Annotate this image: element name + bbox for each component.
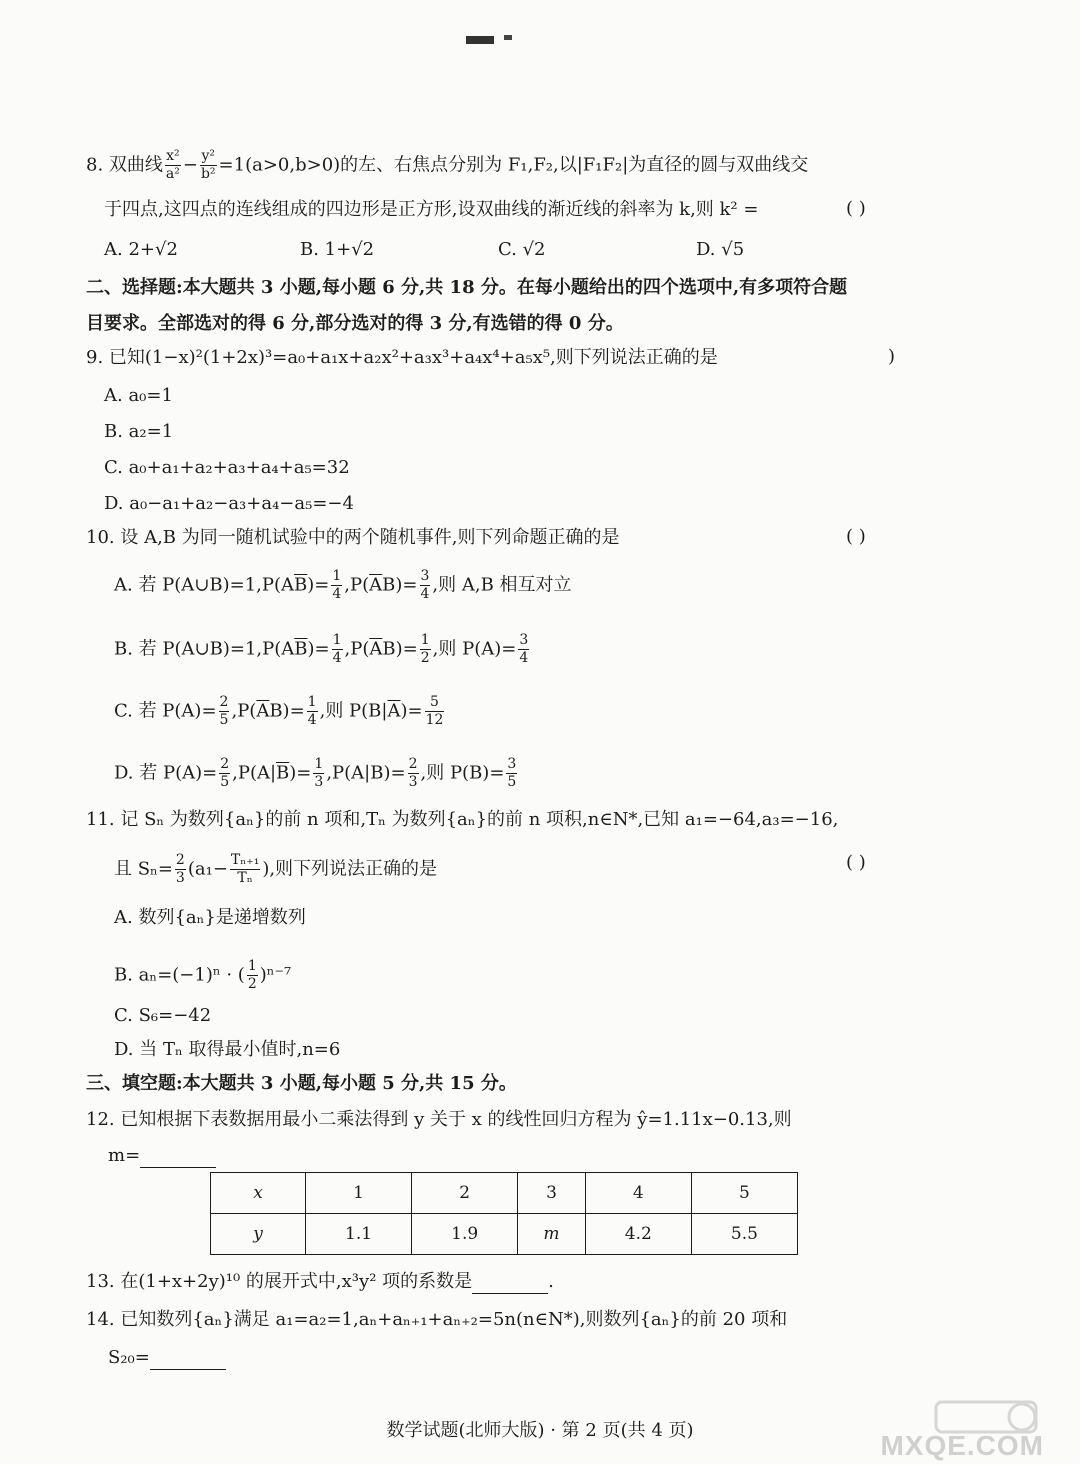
q10d-frac3: $\frac{2}{3}$ <box>408 756 418 790</box>
table-row-y <box>211 1214 798 1255</box>
table-row-x <box>211 1173 798 1214</box>
q14-answer-blank <box>150 1351 226 1370</box>
q9-option-a: A. a₀=1 <box>104 385 173 406</box>
q10-answer-paren: ( ) <box>846 526 866 547</box>
q10c-frac3: $\frac{5}{12}$ <box>425 694 444 728</box>
q10d-frac1: $\frac{2}{5}$ <box>220 756 230 790</box>
q9-option-c: C. a₀+a₁+a₂+a₃+a₄+a₅=32 <box>104 457 350 478</box>
q9-option-b: B. a₂=1 <box>104 421 174 442</box>
q11-option-b: B. aₙ=(−1)ⁿ · ( $\frac{1}{2}$ )ⁿ⁻⁷ <box>114 958 292 992</box>
q12-line2: m= <box>108 1144 216 1168</box>
q11-frac-2-3: $\frac{2}{3}$ <box>175 852 185 886</box>
q10-option-b: B. 若 $P(A\cup B)=1,P(A\overline{B})=$ $\frac{1}{4}$ $,P(\overline{A}B)=$ $\frac{1}{2}$ ,则 P(A)= $\frac{3}{4}$ <box>114 632 529 666</box>
q8-prefix: 8. 双曲线 <box>86 154 163 176</box>
q10b-frac1: $\frac{1}{4}$ <box>332 632 342 666</box>
scan-specks <box>460 32 520 46</box>
q10a-frac2: $\frac{3}{4}$ <box>420 568 430 602</box>
q10b-frac2: $\frac{1}{2}$ <box>420 632 430 666</box>
section3-heading: 三、填空题:本大题共 3 小题,每小题 5 分,共 15 分。 <box>86 1073 517 1094</box>
q9-option-d: D. a₀−a₁+a₂−a₃+a₄−a₅=−4 <box>104 493 354 514</box>
q13-stem: 13. 在(1+x+2y)¹⁰ 的展开式中,x³y² 项的系数是 . <box>86 1271 554 1292</box>
q14-line2: S₂₀= <box>108 1346 226 1370</box>
q8-option-b: B. 1+√2 <box>300 239 375 260</box>
q8-option-a: A. 2+√2 <box>104 239 178 260</box>
q11-answer-paren: ( ) <box>846 852 866 873</box>
q11b-frac: $\frac{1}{2}$ <box>247 958 257 992</box>
section2-heading-line2: 目要求。全部选对的得 6 分,部分选对的得 3 分,有选错的得 0 分。 <box>86 313 624 334</box>
q10d-frac4: $\frac{3}{5}$ <box>507 756 517 790</box>
table-cell: 5.5 <box>691 1214 797 1255</box>
q10b-frac3: $\frac{3}{4}$ <box>519 632 529 666</box>
q10c-frac2: $\frac{1}{4}$ <box>307 694 317 728</box>
table-cell: 1 <box>306 1173 412 1214</box>
table-cell: 1.1 <box>306 1214 412 1255</box>
q11-line2: 且 Sₙ= $\frac{2}{3}$ (a₁− $\frac{\text{Tₙ₊₁}}{\text{Tₙ}}$ ),则下列说法正确的是 <box>114 852 438 886</box>
q12-line1: 12. 已知根据下表数据用最小二乘法得到 y 关于 x 的线性回归方程为 ŷ=1.11x−0.13,则 <box>86 1109 792 1130</box>
q10-option-a: A. 若 $P(A\cup B)=1,P(A\overline{B})=$ $\frac{1}{4}$ $,P(\overline{A}B)=$ $\frac{3}{4}$ ,则 A,B 相互对立 <box>114 568 572 602</box>
q11-frac-t: $\frac{\text{Tₙ₊₁}}{\text{Tₙ}}$ <box>230 852 260 886</box>
q8-line2: 于四点,这四点的连线组成的四边形是正方形,设双曲线的渐近线的斜率为 k,则 k² = <box>104 199 759 220</box>
q8-line1: 8. 双曲线 $\frac{\text{x²}}{\text{a²}}$ − $\frac{\text{y²}}{\text{b²}}$ =1(a>0,b>0)的左、右焦点分别为 F₁,F₂,以|F₁F₂|为直径的圆与双曲线交 <box>86 148 809 182</box>
q10-option-c: C. 若 P(A)= $\frac{2}{5}$ $,P(\overline{A}B)=$ $\frac{1}{4}$ ,则 $P(B|\overline{A})=$ $\frac{5}{12}$ <box>114 694 444 728</box>
q10-option-d: D. 若 P(A)= $\frac{2}{5}$ $,P(A|\overline{B})=$ $\frac{1}{3}$ ,P(A|B)= $\frac{2}{3}$ ,则 P(B)= $\frac{3}{5}$ <box>114 756 517 790</box>
q10d-frac2: $\frac{1}{3}$ <box>314 756 324 790</box>
page-footer: 数学试题(北师大版) · 第 2 页(共 4 页) <box>386 1420 694 1441</box>
watermark-text: MXQE.COM <box>880 1430 1044 1461</box>
q10-stem: 10. 设 A,B 为同一随机试验中的两个随机事件,则下列命题正确的是 <box>86 527 620 548</box>
q11-option-a: A. 数列{aₙ}是递增数列 <box>114 907 306 928</box>
q14-line1: 14. 已知数列{aₙ}满足 a₁=a₂=1,aₙ+aₙ₊₁+aₙ₊₂=5n(n∈N*),则数列{aₙ}的前 20 项和 <box>86 1309 788 1330</box>
table-cell: y <box>211 1214 306 1255</box>
q10a-frac1: $\frac{1}{4}$ <box>332 568 342 602</box>
q11-line1: 11. 记 Sₙ 为数列{aₙ}的前 n 项和,Tₙ 为数列{aₙ}的前 n 项积,n∈N*,已知 a₁=−64,a₃=−16, <box>86 809 839 830</box>
q10c-frac1: $\frac{2}{5}$ <box>219 694 229 728</box>
q8-frac-y: $\frac{\text{y²}}{\text{b²}}$ <box>200 148 216 182</box>
q12-data-table <box>210 1172 798 1255</box>
q11-option-d: D. 当 Tₙ 取得最小值时,n=6 <box>114 1039 341 1060</box>
q9-stem: 9. 已知(1−x)²(1+2x)³=a₀+a₁x+a₂x²+a₃x³+a₄x⁴+a₅x⁵,则下列说法正确的是 <box>86 347 718 368</box>
q9-answer-paren: ) <box>888 346 896 367</box>
q8-frac-x: $\frac{\text{x²}}{\text{a²}}$ <box>165 148 180 182</box>
table-cell: 1.9 <box>412 1214 518 1255</box>
table-cell: x <box>211 1173 306 1214</box>
q8-option-c: C. √2 <box>498 239 546 260</box>
q12-answer-blank <box>140 1149 216 1168</box>
table-cell: 4 <box>585 1173 691 1214</box>
q11-option-c: C. S₆=−42 <box>114 1005 212 1026</box>
table-cell: 5 <box>691 1173 797 1214</box>
section2-heading-line1: 二、选择题:本大题共 3 小题,每小题 6 分,共 18 分。在每小题给出的四个选项中,有多项符合题 <box>86 277 848 298</box>
table-cell: m <box>518 1214 586 1255</box>
q13-answer-blank <box>472 1275 548 1294</box>
table-cell: 4.2 <box>585 1214 691 1255</box>
table-cell: 3 <box>518 1173 586 1214</box>
q8-option-d: D. √5 <box>696 239 745 260</box>
q8-answer-paren: ( ) <box>846 198 866 219</box>
table-cell: 2 <box>412 1173 518 1214</box>
